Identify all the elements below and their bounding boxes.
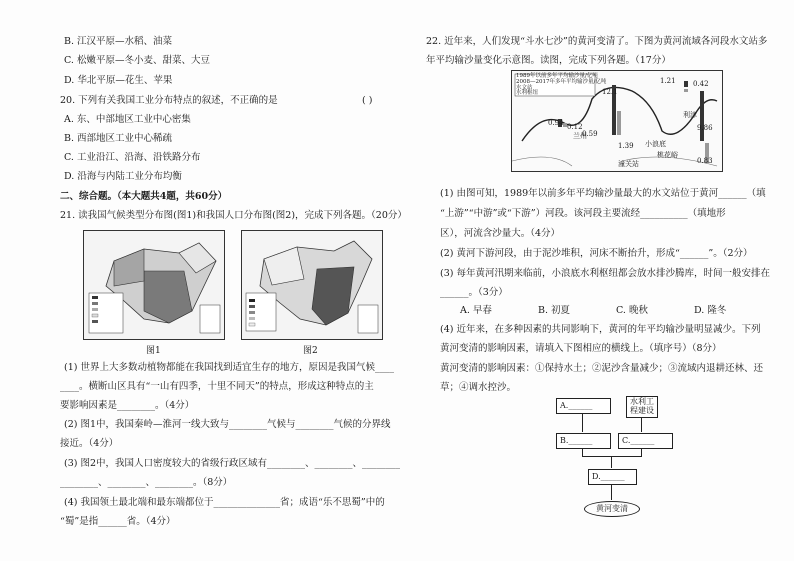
q19-option-b: B. 江汉平原—水稻、油菜 [64,36,173,47]
value-lanzhou-after: 0.12 [567,123,583,131]
flow-arrow-to-d [611,456,612,468]
value-midstream-after: 1.39 [618,142,634,150]
value-lanzhou-before: 0.94 [548,119,564,127]
flow-box-top: 水利工程建设 [626,396,658,418]
flow-arrow-top-c [641,417,642,432]
q22-part3-option-d: D. 隆冬 [694,305,727,316]
q20-option-c: C. 工业沿江、沿海、沿铁路分布 [64,152,201,163]
q19-option-c: C. 松嫩平原—冬小麦、甜菜、大豆 [64,55,210,66]
flow-line-b-down [582,448,583,456]
q20-answer-paren: ( ) [362,95,373,106]
value-midstream-third: 0.59 [582,130,598,138]
q22-stem-line1: 22. 近年来，人们发现“斗水七沙”的黄河变清了。下图为黄河流域各河段水文站多 [426,36,768,47]
q21-part1-line2: ____。横断山区具有“一山有四季，十里不同天”的特点，形成这种特点的主 [60,381,374,392]
place-xiaolangdi: 小浪底 [645,140,666,148]
q22-part4-line4: 草；④调水控沙。 [440,382,517,393]
map-legend-2: 2008—2017年多年平均输沙量/亿吨 [516,79,607,85]
value-lijin-before: 9.86 [697,124,713,132]
q22-part4-line2: 黄河变清的影响因素，请填入下图相应的横线上。（填序号）（8分） [440,343,722,354]
q20-stem: 20. 下列有关我国工业分布特点的叙述，不正确的是 [60,95,278,106]
q22-part1-line1: (1) 由图可知，1989年以前多年平均输沙量最大的水文站位于黄河______（填 [440,188,766,199]
q22-part3-option-b: B. 初夏 [538,305,571,316]
q21-part1-line1: (1) 世界上大多数动植物都能在我国找到适宜生存的地方，原因是我国气候____ [64,362,394,373]
section-heading: 二、综合题。（本大题共4题，共60分） [60,191,228,202]
flow-box-b: B.______ [556,433,611,449]
flow-arrow-d-end [611,484,612,500]
value-toudaoguai-after: 0.42 [693,80,709,88]
q22-part3-option-a: A. 早春 [460,305,492,316]
q22-part2: (2) 黄河下游河段，由于泥沙堆积，河床不断抬升，形成“______”。（2分） [440,248,753,259]
flow-box-d: D.______ [588,469,637,485]
q22-part1-line3: 区），河流含沙量大。（4分） [440,228,561,239]
flow-result-oval: 黄河变清 [584,501,640,517]
q20-option-a: A. 东、中部地区工业中心密集 [64,114,191,125]
q21-part4-line2: “蜀”是指______省。（4分） [60,516,176,527]
place-lanzhou: 兰州 [573,132,587,140]
map-legend-3: 水文站 [516,85,533,91]
value-lijin-after: 0.83 [697,157,713,165]
q21-part3-line1: (3) 图2中，我国人口密度较大的省级行政区域有________、________、________ [64,458,401,469]
q22-stem-line2: 年平均输沙量变化示意图。读图，完成下列各题。（17分） [426,55,671,66]
population-map-drawing [242,231,382,339]
q22-part4-line1: (4) 近年来，在多种因素的共同影响下，黄河的年平均输沙量明显减少。下列 [440,324,761,335]
value-toudaoguai-before: 1.21 [660,77,676,85]
q22-part3-option-c: C. 晚秋 [616,305,648,316]
q20-option-b: B. 西部地区工业中心稀疏 [64,133,173,144]
map-legend-4: 水利枢纽 [516,90,539,96]
place-lijin: 利津 [683,111,697,119]
value-midstream-before: 12.1 [602,88,618,96]
population-map-figure [241,230,383,340]
flow-join-line [582,456,642,457]
q21-part1-line3: 要影响因素是________。（4分） [60,400,195,411]
place-tongguan: 潼关站 [618,160,639,168]
flow-arrow-a-b [582,413,583,432]
q21-part2-line2: 接近。（4分） [60,438,119,449]
map-legend-1: 1989年以前多年平均输沙量/亿吨 [516,73,598,79]
flow-line-c-down [641,448,642,456]
q21-part3-line2: ________、________、________。（8分） [60,477,233,488]
q20-option-d: D. 沿海与内陆工业分布均衡 [64,171,182,182]
q22-part3-line2: ______。（3分） [440,287,508,298]
figure-2-caption: 图2 [303,346,318,356]
q22-part3-line1: (3) 每年黄河汛期来临前，小浪底水利枢纽都会放水排沙腾库，时间一般安排在 [440,268,770,279]
climate-map-figure [83,230,225,340]
q22-part4-line3: 黄河变清的影响因素：①保持水土；②泥沙含量减少；③流域内退耕还林、还 [440,363,764,374]
flow-box-c: C.______ [618,433,673,449]
q21-stem: 21. 读我国气候类型分布图(图1)和我国人口分布图(图2)，完成下列各题。（20分） [60,210,407,221]
q19-option-d: D. 华北平原—花生、苹果 [64,75,173,86]
q21-part4-line1: (4) 我国领土最北端和最东端都位于______________省；成语“乐不思蜀”中的 [64,497,385,508]
flow-box-a: A.______ [556,398,611,414]
q22-part1-line2: “上游”“中游”或“下游”）河段。该河段主要流经__________（填地形 [440,208,726,219]
q21-part2-line1: (2) 图1中，我国秦岭—淮河一线大致与________气候与________气候的分界线 [64,419,391,430]
climate-map-drawing [84,231,224,339]
place-huayuankou: 桃花峪 [657,151,678,159]
figure-1-caption: 图1 [146,346,161,356]
